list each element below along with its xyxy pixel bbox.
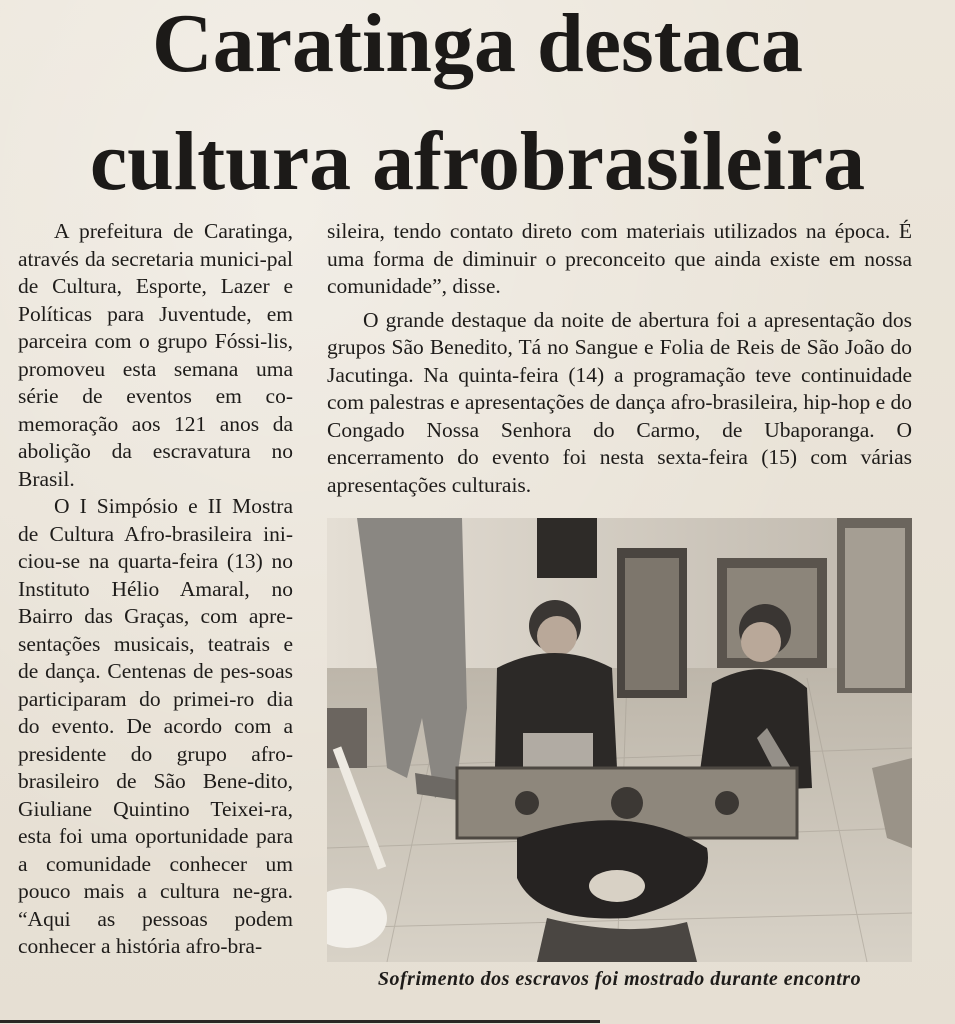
photo-illustration	[327, 518, 912, 962]
paragraph: O grande destaque da noite de abertura foi a apresentação dos grupos São Benedito, Tá no Sangue e Folia de Reis de São João do Jacutinga. Na quinta-feira (14) a programação teve continuidade com palestras e apresentações de dança afro-brasileira, hip-hop e do Congado Nossa Senhora do Carmo, de Ubaporanga. O encerramento do evento foi nesta sexta-feira (15) com várias apresentações culturais.	[327, 307, 913, 497]
paragraph: A prefeitura de Caratinga, através da secretaria munici-pal de Cultura, Esporte, Lazer e Políticas para Juventude, em parceira com o grupo Fóssi-lis, promoveu esta semana uma série de eventos em co-memoração aos 121 anos da abolição da escravatura no Brasil.	[18, 219, 293, 491]
paragraph: sileira, tendo contato direto com materiais utilizados na época. É uma forma de diminuir o preconceito que ainda existe em nossa comunidade”, disse.	[327, 219, 912, 298]
paragraph: O I Simpósio e II Mostra de Cultura Afro-brasileira ini-ciou-se na quarta-feira (13) no Instituto Hélio Amaral, no Bairro das Graças, com apre-sentações musicais, teatrais e de dança. Centenas de pes-soas participaram do primei-ro dia do evento. De acordo com a presidente do grupo afro-brasileiro de São Bene-dito, Giuliane Quintino Teixei-ra, esta foi uma oportunidade para a comunidade conhecer um pouco mais a cultura ne-gra. “Aqui as pessoas podem conhecer a história afro-bra-	[18, 494, 293, 958]
bottom-rule	[0, 1020, 600, 1023]
photo-caption: Sofrimento dos escravos foi mostrado durante encontro	[377, 968, 862, 990]
headline-line-2: cultura afrobrasileira	[89, 115, 866, 208]
article-column-1	[18, 218, 293, 961]
headline-line-1: Caratinga destaca	[152, 0, 803, 90]
article-column-2	[327, 218, 912, 499]
article-photo	[327, 518, 912, 962]
